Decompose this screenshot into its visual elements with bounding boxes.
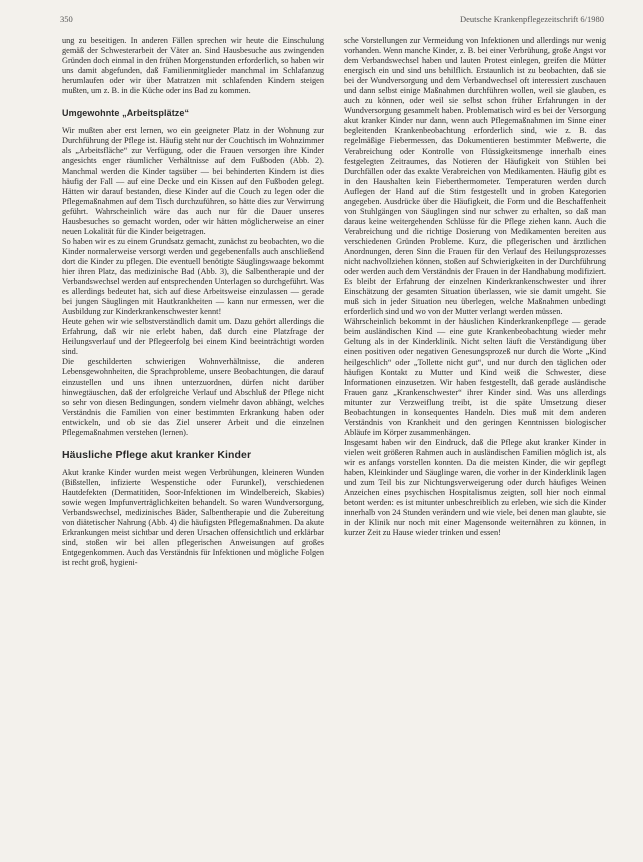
running-title: Deutsche Krankenpflegezeitschrift 6/1980 [460,14,604,24]
paragraph: Akut kranke Kinder wurden meist wegen Verbrühungen, kleineren Wunden (Bißstellen, infizierte Wespenstiche oder Furunkel), verschiedenen Hautdefekten (Dermatitiden, Soor-Infektionen im Windelbereich, Skabies) sowie wegen Impfunverträglichkeiten behandelt. So waren Wundversorgung, Verbandswechsel, medizinisches Bäder, Salbentherapie und die Zubereitung von diätetischer Nahrung (Abb. 4) die häufigsten Pflegemaßnahmen. Da akute Erkrankungen meist sichtbar und deren Ursachen offensichtlich und erklärbar sind, stoßen wir bei allen pflegerischen Anweisungen auf großes Entgegenkommen. Auch das Verständnis für Infektionen und mögliche Folgen ist recht groß, hygieni- [62,467,324,568]
paragraph: Währscheinlich bekommt in der häuslichen Kinderkrankenpflege — gerade beim ausländischen Kind — eine gute Krankenbeobachtung wieder mehr Geltung als in der Kinderklinik. Nicht selten läuft die Verständigung über einen positiven oder negativen Genesungsprozeß nur durch die Worte „Kind heilgeschlich“ oder „Tollette nicht gut“, und nur durch den täglichen oder häufigen Kontakt zu Mutter und Kind weiß die Schwester, diese Informationen einzusetzen. Wir haben festgestellt, daß gerade ausländische Frauen ganz „Krankenschwester“ ihrer Kinder sind. Was uns allerdings mitunter zur Verzweiflung treibt, ist die späte Umsetzung dieser Beobachtungen in konsequentes Handeln. Dies muß mit dem anderen Verständnis von Krankheit und den geringen Kenntnissen biologischer Abläufe im Körper zusammenhängen. [344,317,606,437]
paragraph: Wir mußten aber erst lernen, wo ein geeigneter Platz in der Wohnung zur Durchführung der Pflege ist. Häufig steht nur der Couchtisch im Wohnzimmer als „Arbeitsfläche“ zur Verfügung, oder die Frauen versorgen ihre Kinder angesichts enger räumlicher Verhältnisse auf dem Fußboden (Abb. 2). Manchmal werden die Kinder tagsüber — bei behinderten Kindern ist dies häufig der Fall — auf eine Decke und ein Kissen auf den Fußboden gelegt. Hätten wir darauf bestanden, diese Kinder auf die Couch zu legen oder die Pflegemaßnahmen auf dem Tisch durchzuführen, so hätte dies zur Verwirrung geführt. Wahrscheinlich wäre das auch nur für die Dauer unseres Hausbesuches so gemacht worden, oder wir hätten möglicherweise an einer neuen Lokalität für die Kinder beigetragen. [62,126,324,236]
page-header [60,14,604,28]
paragraph: sche Vorstellungen zur Vermeidung von Infektionen und allerdings nur wenig vorhanden. Wenn manche Kinder, z. B. bei einer Verbrühung, große Angst vor dem Verbandswechsel haben und lauten Protest einlegen, greifen die Mütter energisch ein und sind uns behilflich. Erstaunlich ist zu beobachten, daß sie bei der Wundversorgung und dem Verbandwechsel oft interessiert zuschauen und dann selbst einige Maßnahmen durchführen wollen, weil sie glauben, es auch zu können, oder weil sie selbst schon früher Erfahrungen in der Wundversorgung gesammelt haben. Problematisch wird es bei der Versorgung akut kranker Kinder nur dann, wenn auch Pflegemaßnahmen im Sinne einer begleitenden Krankenbeobachtung erforderlich sind, wie z. B. das regelmäßige Fiebermessen, das Dokumentieren bestimmter Meßwerte, die Verabreichung oder Kontrolle von Flüssigkeitsmenge innerhalb eines festgelegten Zeitraumes, das Notieren der Häufigkeit von Stühlen bei Durchfällen oder das exakte Verabreichen von Medikamenten. Häufig gibt es in den Haushalten kein Fieberthermometer. Temperaturen werden durch Auflegen der Hand auf die Stirn festgestellt und in groben Kategorien angegeben. Ausdrücke über die Häufigkeit, die Form und die Beschaffenheit von Stuhlgängen von Säuglingen sind nur schwer zu erhalten, so daß man daraus keine weitergehenden Schlüsse für die Pflege ziehen kann. Auch die Verabreichung und die richtige Dosierung von Medikamenten bereiten aus verschiedenen Gründen Probleme. Kurz, die pflegerischen und ärztlichen Anordnungen, deren Sinn die Frauen für den Verlauf des Heilungsprozesses nicht nachvollziehen können, stoßen auf Schwierigkeiten in der Durchführung oder werden auch dem Verständnis der Frauen in der Handhabung modifiziert. Es bleibt der Erfahrung der einzelnen Kinderkrankenschwester und ihrer Einschätzung der gesamten Situation überlassen, wie sie damit umgeht. Sie muß sich in jeder Situation neu überlegen, welche Maßnahmen unbedingt erforderlich sind und wo von der Mutter verlangt werden müssen. [344,36,606,317]
paragraph: Insgesamt haben wir den Eindruck, daß die Pflege akut kranker Kinder in vielen weit größeren Rahmen auch in ausländischen Familien möglich ist, als wir es anfangs vorstellen konnten. Da die meisten Kinder, die wir gepflegt haben, Kleinkinder und Säuglinge waren, die vorher in der Kinderklinik lagen und zum Teil bis zur Nichtungsverweigerung oder durch häufiges Weinen Anzeichen eines psychischen Hospitalismus zeigten, soll hier noch einmal betont werden: es ist mitunter unbeschreiblich zu erleben, wie sich die Kinder innerhalb von 24 Stunden verändern und wie viele, bei denen man glaubte, sie in der Klinik nur noch mit einer Magensonde weiternähren zu können, in kurzer Zeit zu Hause wieder trinken und essen! [344,437,606,538]
paragraph: So haben wir es zu einem Grundsatz gemacht, zunächst zu beobachten, wo die Kinder normalerweise versorgt werden und gegebenenfalls auch anschließend dort die Kinder zu pflegen. Die eventuell benötigte Säuglingswaage bekommt hier ihren Platz, das medizinische Bad (Abb. 3), die Salbentherapie und der Verbandswechsel werden auf entsprechenden Unterlagen so durchgeführt. Was es allerdings bedeutet hat, sich auf diese Arbeitsweise einzulassen — gerade bei jungen Säuglingen mit Hautkrankheiten — kann nur ermessen, wer die Ausbildung zur Kinderkrankenschwester kennt! [62,236,324,317]
page-number: 350 [60,14,73,24]
paragraph: Die geschilderten schwierigen Wohnverhältnisse, die anderen Lebensgewohnheiten, die Sprachprobleme, unsere Beobachtungen, die darauf einzustellen und uns ihnen unterzuordnen, dürfen nicht darüber hinwegtäuschen, daß der erfolgreiche Verlauf und Abschluß der Pflege nicht so sehr von diesen Bedingungen, sondern vielmehr davon abhängt, welches Verständnis die Familien von einer bestimmten Erkrankung haben oder entwickeln, und ob sie das Ziel unserer Arbeit und die einzelnen Pflegemaßnahmen verstehen (lernen). [62,357,324,437]
left-column [62,36,324,568]
paragraph: Heute gehen wir wie selbstverständlich damit um. Dazu gehört allerdings die Erfahrung, daß wir nie erlebt haben, daß durch eine Platzfrage der Heilungsverlauf und der Pflegeerfolg bei einem Kind beeinträchtigt worden sind. [62,317,324,357]
right-column [344,36,606,538]
section-heading: Umgewohnte „Arbeitsplätze“ [62,108,190,119]
paragraph: ung zu beseitigen. In anderen Fällen sprechen wir heute die Einschulung gemäß der Schwesterarbeit der Väter an. Sind Hausbesuche aus zwingenden Gründen doch einmal in den frühen Morgenstunden erforderlich, so haben wir uns damit abgefunden, daß Familienmitglieder manchmal im Schlafanzug herumlaufen oder wir über Matratzen mit schlafenden Kindern steigen mußten, um z. B. in die Küche oder ins Bad zu kommen. [62,36,324,96]
section-heading: Häusliche Pflege akut kranker Kinder [62,448,252,461]
